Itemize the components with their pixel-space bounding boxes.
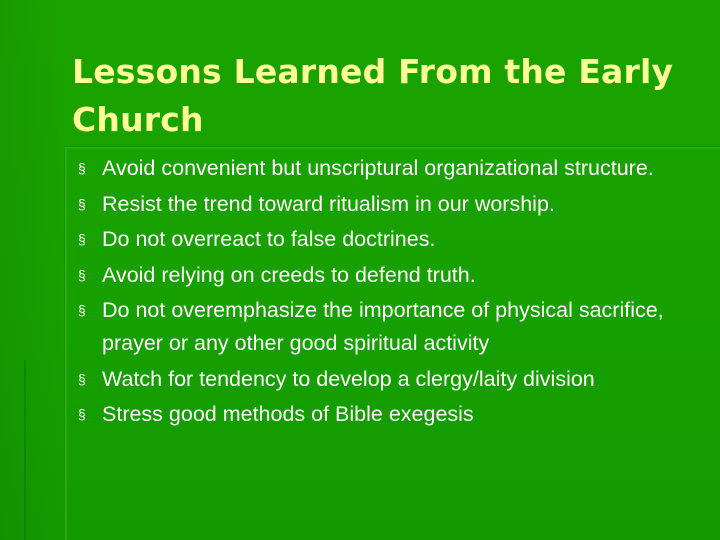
bullet-item — [72, 363, 692, 396]
decorative-shadow-line — [24, 360, 26, 540]
bullet-text: Do not overemphasize the importance of physical sacrifice, prayer or any other good spiritual activity — [102, 298, 664, 355]
bullet-item — [72, 294, 692, 360]
section-sign-bullet-icon: § — [78, 302, 86, 318]
bullet-text: Watch for tendency to develop a clergy/laity division — [102, 366, 595, 391]
bullet-text: Avoid relying on creeds to defend truth. — [102, 262, 476, 287]
section-sign-bullet-icon: § — [78, 370, 86, 387]
bullet-item — [72, 152, 692, 185]
section-sign-bullet-icon: § — [78, 160, 86, 176]
bullet-text: Stress good methods of Bible exegesis — [102, 402, 474, 426]
bullet-item — [72, 259, 692, 292]
bullet-item — [72, 188, 692, 221]
bullet-list — [72, 152, 692, 434]
decorative-vertical-rule — [64, 146, 67, 540]
section-sign-bullet-icon: § — [78, 406, 86, 422]
section-sign-bullet-icon: § — [78, 266, 86, 283]
bullet-text: Resist the trend toward ritualism in our worship. — [102, 191, 555, 216]
bullet-item — [72, 398, 692, 431]
section-sign-bullet-icon: § — [78, 231, 86, 247]
section-sign-bullet-icon: § — [78, 195, 86, 212]
slide-title: Lessons Learned From the Early Church — [72, 52, 674, 139]
decorative-horizontal-rule — [64, 146, 720, 149]
bullet-text: Do not overreact to false doctrines. — [102, 227, 436, 251]
bullet-text: Avoid convenient but unscriptural organizational structure. — [102, 156, 654, 180]
bullet-item — [72, 223, 692, 256]
